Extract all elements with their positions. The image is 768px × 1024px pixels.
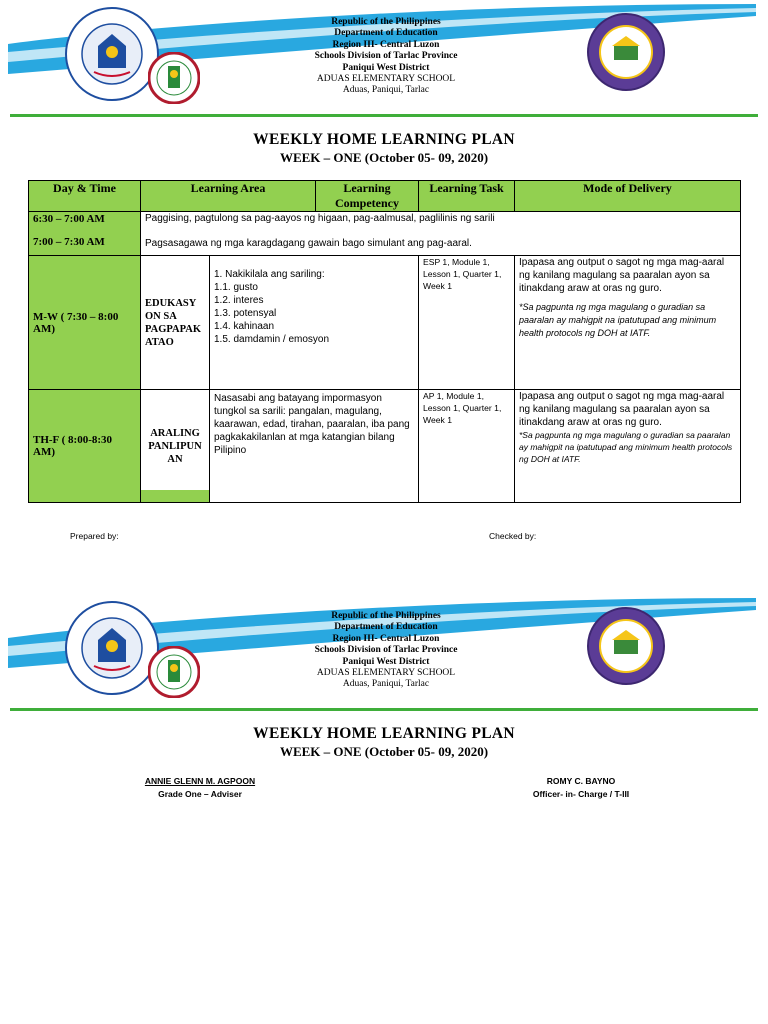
header-line: Republic of the Philippines — [331, 17, 441, 27]
divider-line — [10, 708, 758, 711]
competency-item: 1.2. interes — [214, 295, 264, 306]
morning-times — [29, 212, 141, 256]
checked-by-label: Checked by: — [489, 531, 537, 541]
school-seal — [586, 606, 666, 691]
header-line: ADUAS ELEMENTARY SCHOOL — [316, 668, 456, 679]
row-learning-area — [141, 390, 210, 503]
delivery-note: *Sa pagpunta ng mga magulang o guradian sa paaralan ay mahigpit na ipatutupad ang minimum health protocols ng DOH at IATF. — [519, 302, 717, 338]
header-address — [236, 611, 536, 691]
header-line: Region III- Central Luzon — [332, 633, 440, 644]
header-day-time: Day & Time — [29, 181, 141, 212]
competency-item: 1.4. kahinaan — [214, 321, 275, 332]
header-line: Department of Education — [334, 28, 438, 39]
school-seal — [586, 12, 666, 97]
row-delivery — [515, 390, 741, 503]
header-learning-task: Learning Task — [419, 181, 515, 212]
competency-item: 1.3. potensyal — [214, 308, 277, 319]
morning-activity: Pagsasagawa ng mga karagdagang gawain bago simulant ang pag-aaral. — [145, 238, 472, 249]
row-task: ESP 1, Module 1, Lesson 1, Quarter 1, Week 1 — [419, 256, 515, 390]
header-learning-competency: Learning Competency — [316, 181, 419, 212]
header-line: Region III- Central Luzon — [332, 39, 440, 50]
header-line: Aduas, Paniqui, Tarlac — [342, 85, 430, 96]
officer-role: Officer- in- Charge / T-III — [532, 789, 630, 799]
row-competency — [210, 256, 419, 390]
officer-signature — [486, 776, 676, 799]
row-time: TH-F ( 8:00-8:30 AM) — [29, 390, 141, 503]
row-learning-area: EDUKASY ON SA PAGPAPAK ATAO — [141, 256, 210, 390]
delivery-note: *Sa pagpunta ng mga magulang o guradian sa paaralan ay mahigpit na ipatutupad ang minimum health protocols ng DOH at IATF. — [519, 430, 733, 464]
area-green-strip — [141, 490, 209, 502]
morning-time: 7:00 – 7:30 AM — [33, 236, 105, 248]
header-line: Paniqui West District — [342, 62, 430, 73]
officer-name: ROMY C. BAYNO — [546, 776, 616, 786]
header-line: Republic of the Philippines — [331, 611, 441, 621]
division-seal — [148, 52, 200, 109]
header-mode-of-delivery: Mode of Delivery — [515, 181, 741, 212]
deped-seal — [64, 6, 160, 107]
deped-seal — [64, 600, 160, 701]
adviser-role: Grade One – Adviser — [158, 789, 242, 799]
header-line: Schools Division of Tarlac Province — [314, 51, 458, 62]
row-task: AP 1, Module 1, Lesson 1, Quarter 1, Week 1 — [419, 390, 515, 503]
learning-area-label: ARALING PANLIPUN AN — [148, 427, 202, 465]
header-line: ADUAS ELEMENTARY SCHOOL — [316, 74, 456, 85]
row-time: M-W ( 7:30 – 8:00 AM) — [29, 256, 141, 390]
page-title: WEEKLY HOME LEARNING PLAN — [253, 131, 515, 148]
divider-line — [10, 114, 758, 117]
page-subtitle: WEEK – ONE (October 05- 09, 2020) — [279, 744, 489, 759]
delivery-text: Ipapasa ang output o sagot ng mga mag-aaral ng kanilang magulang sa paaralan ayon sa itinakdang araw at oras ng guro. — [519, 391, 725, 428]
header-address — [236, 17, 536, 97]
header-line: Schools Division of Tarlac Province — [314, 645, 458, 656]
competency-item: 1.1. gusto — [214, 282, 258, 293]
header-line: Aduas, Paniqui, Tarlac — [342, 679, 430, 690]
header-line: Paniqui West District — [342, 656, 430, 667]
prepared-by-label: Prepared by: — [70, 531, 119, 541]
row-competency: Nasasabi ang batayang impormasyon tungkol sa sarili: pangalan, magulang, kaarawan, edad, tirahan, paaralan, iba pang pagkakakilanlan at mga katangian bilang Pilipino — [210, 390, 419, 503]
adviser-name: ANNIE GLENN M. AGPOON — [144, 776, 256, 786]
page-subtitle: WEEK – ONE (October 05- 09, 2020) — [279, 150, 489, 165]
morning-activities — [141, 212, 741, 256]
division-seal — [148, 646, 200, 703]
competency-item: 1.5. damdamin / emosyon — [214, 334, 330, 345]
delivery-text: Ipapasa ang output o sagot ng mga mag-aaral ng kanilang magulang sa paaralan ayon sa itinakdang araw at oras ng guro. — [519, 257, 725, 294]
adviser-signature — [110, 776, 290, 799]
header-line: Department of Education — [334, 622, 438, 633]
morning-time: 6:30 – 7:00 AM — [33, 213, 105, 225]
morning-activity: Paggising, pagtulong sa pag-aayos ng higaan, pag-aalmusal, paglilinis ng sarili — [145, 213, 495, 224]
header-learning-area: Learning Area — [141, 181, 316, 212]
page-title: WEEKLY HOME LEARNING PLAN — [253, 725, 515, 742]
learning-plan-table — [28, 180, 741, 503]
competency-item: 1. Nakikilala ang sariling: — [214, 269, 325, 280]
row-delivery — [515, 256, 741, 390]
